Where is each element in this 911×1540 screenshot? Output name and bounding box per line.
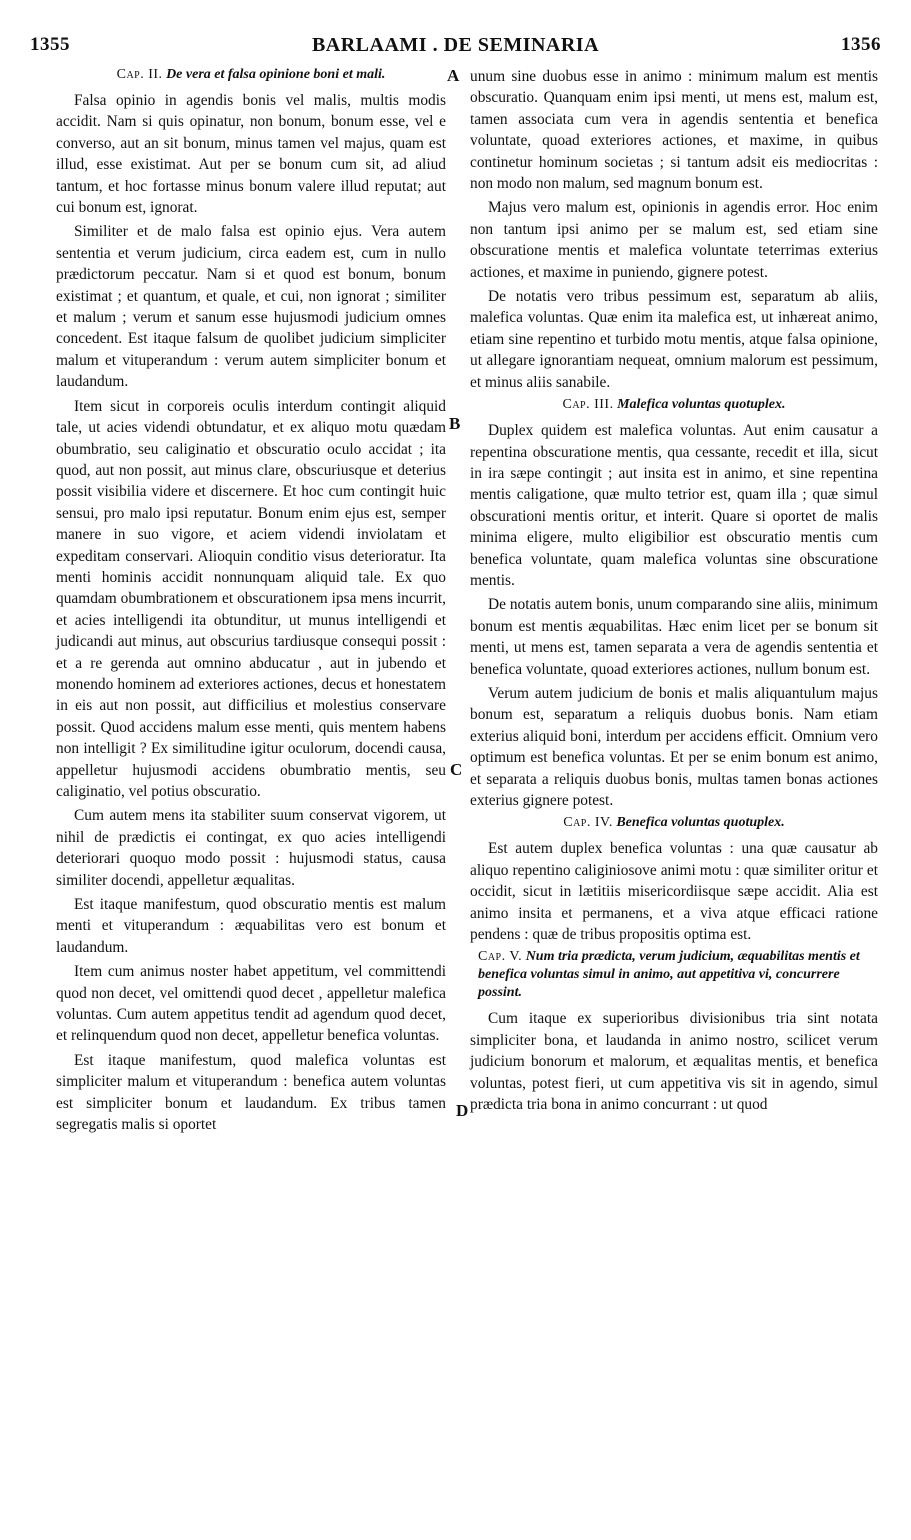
chapter-heading — [470, 814, 878, 832]
chapter-title: Benefica voluntas quotuplex. — [616, 815, 785, 831]
chapter-label: Cap. V. — [478, 949, 523, 965]
paragraph: Duplex quidem est malefica voluntas. Aut enim causatur a repentina obscuratione mentis, qua cessante, recedit et illa, sicut in ira sæpe contingit ; aut insita est in animo, et sine repentina mentis caligatione, quæ multo tetrior est, quam illa ; quæ simul obscurationi mentis oritur, et interit. Quare si oportet de malis minima eligere, multo eligibilior est obscuratio mentis cum benefica voluntate, quam malefica voluntas sine obscuratione mentis. — [470, 422, 878, 589]
page-number-left: 1355 — [30, 34, 70, 55]
paragraph: Falsa opinio in agendis bonis vel malis, multis modis accidit. Nam si quis opinatur, non bonum, bonum esse, vel e converso, aut an sit bonum, minus tamen vel majus, quam est illud, esse existimat. Aut per se bonum cum sit, ad aliud tantum, et hoc fortasse minus bonum valere illud reputat; aut cui bonum est, ignorat. — [56, 92, 446, 217]
margin-letter-b: B — [449, 414, 461, 433]
margin-letter-d: D — [456, 1101, 469, 1120]
paragraph: Verum autem judicium de bonis et malis aliquantulum majus bonum est, separatum a reliquis duobus bonis. Nam etiam exterius aliquid boni, interdum per accidens efficit. Omnium vero optimum est benefica voluntas. Et per se enim bonum est animo, et separata a reliquis duobus bonis, multas tamen bonas actiones exterius gignere potest. — [470, 684, 878, 809]
paragraph: unum sine duobus esse in animo : minimum malum est mentis obscuratio. Quanquam enim ipsi menti, ut mens est, malum est, tamen associata cum vera in agendis sententia et benefica voluntate, quoad exteriores actiones, et maxime, in quibus continetur hominum societas ; si tantum adsit eis mediocritas : non modo non malum, sed magnum bonum est. — [470, 68, 878, 193]
chapter-label: Cap. III. — [562, 397, 614, 413]
chapter-label: Cap. II. — [116, 67, 163, 82]
paragraph: De notatis vero tribus pessimum est, separatum ab aliis, malefica voluntas. Quæ enim ita malefica est, ut inhæreat animo, etiam sine repentino et turbido motu mentis, atque falsa opinione, ut allegare ignorantiam nequeat, omnium malorum est pessimum, et minus aliis sanabile. — [470, 288, 878, 391]
paragraph: Est itaque manifestum, quod obscuratio mentis est malum menti et vituperandum : æquabilitas vero est bonum et laudandum. — [56, 896, 446, 956]
right-column — [470, 66, 878, 1118]
chapter-title: Malefica voluntas quotuplex. — [617, 397, 786, 413]
chapter-label: Cap. IV. — [563, 815, 613, 831]
paragraph: Similiter et de malo falsa est opinio ejus. Vera autem sententia et verum judicium, circa eadem est, cum in nullo prædictorum peccatur. Nam si et quod est bonum, bonum existimat ; et quantum, et quale, et cui, non ignorat ; similiter et malum ; verum et sanum esse hujusmodi judicium omnes concedent. Est itaque falsum de quolibet judicium simpliciter malum et vituperandum : verum autem simpliciter bonum et laudandum. — [56, 223, 446, 391]
paragraph: Est autem duplex benefica voluntas : una quæ causatur ab aliquo repentino caliginiosove animi motu : quæ similiter oritur et occidit, sicut in lætitiis misericordiisque sæpe accidit. Alia est animo insita et permanens, et a viva atque efficaci ratione pendens : quæ de tribus propositis optima est. — [470, 840, 878, 944]
chapter-title: Num tria prædicta, verum judicium, æquabilitas mentis et benefica voluntas simul in animo, aut appetitiva vi, concurrere possint. — [478, 949, 860, 1001]
chapter-heading — [470, 948, 878, 1002]
paragraph: Item cum animus noster habet appetitum, vel committendi quod non decet, vel omittendi quod decet , appelletur malefica voluntas. Cum autem appetitus tendit ad agendum quod decet, et relinquendum quod non decet, appelletur benefica voluntas. — [56, 963, 446, 1045]
margin-letter-a: A — [447, 66, 460, 85]
paragraph: Majus vero malum est, opinionis in agendis error. Hoc enim non tantum ipsi animo per se malum est, sed etiam sine obscuratione mentis et malefica voluntate teterrimas exterius actiones, et maxime in puniendo, gignere potest. — [470, 199, 878, 281]
running-title: BARLAAMI . DE SEMINARIA — [311, 34, 600, 56]
page-header — [30, 34, 881, 60]
chapter-heading — [470, 396, 878, 414]
margin-letter-c: C — [450, 760, 463, 779]
chapter-heading — [56, 66, 446, 84]
paragraph: Item sicut in corporeis oculis interdum contingit aliquid tale, ut acies videndi obtundatur, et ex aliquo motu quædam obumbratio, seu caliginatio et obscuratio oculo accidat ; ita quod, aut non possit, aut minus clare, obscuriusque et deterius possit visibilia videre et discernere. Et hoc cum contingit huic sensui, pro malo ipsi reputatur. Bonum enim ejus est, semper manere in suo vigore, et aciem videndi inviolatam et expeditam conservari. Alioquin conditio visus deterioratur. Ita menti hominis accidit nonnunquam aliquid tale. Ex quo quamdam obumbrationem et obscurationem ipsa mens incurrit, et acies intelligendi ita obtunditur, ut munus intelligendi et judicandi aut minus, aut obscurius tardiusque consequi possit : et a re gerenda aut omnino abducatur , aut in jubendo et monendo hominem ad exteriores actiones, decus et honestatem in eis aut non possit, aut difficilius et molestius conservare possit. Quod accidens malum esse menti, quis mentem habens non intelligit ? Ex similitudine igitur oculorum, docendi causa, appelletur hujusmodi accidens obumbratio mentis, seu caliginatio, vel potius obscuratio. — [56, 397, 446, 800]
left-column — [56, 66, 446, 1139]
paragraph: De notatis autem bonis, unum comparando sine aliis, minimum bonum est mentis æquabilitas. Hæc enim licet per se bonum sit menti, ut mens est, tamen separata a vera de agendis sententia et benefica voluntate, quoad exteriores actiones, nullum bonum est. — [470, 596, 878, 678]
paragraph: Cum autem mens ita stabiliter suum conservat vigorem, ut nihil de prædictis ei contingat, ex quo acies intelligendi deteriorari quoquo modo possit : hujusmodi status, causa similiter docendi, appelletur æqualitas. — [56, 807, 446, 889]
paragraph: Est itaque manifestum, quod malefica voluntas est simpliciter malum et vituperandum : benefica autem voluntas est simpliciter bonum et laudandum. Ex tribus tamen segregatis malis si oportet — [56, 1051, 446, 1134]
chapter-title: De vera et falsa opinione boni et mali. — [166, 67, 386, 82]
paragraph: Cum itaque ex superioribus divisionibus tria sint notata simpliciter bona, et laudanda in animo nostro, scilicet verum judicium bonorum et malorum, et æqualitas mentis, et benefica voluntas, potest fieri, ut cum appetitiva vis sit in agendo, simul prædicta tria bona in animo concurrant : ut quod — [470, 1010, 878, 1114]
page-number-right: 1356 — [841, 34, 881, 55]
